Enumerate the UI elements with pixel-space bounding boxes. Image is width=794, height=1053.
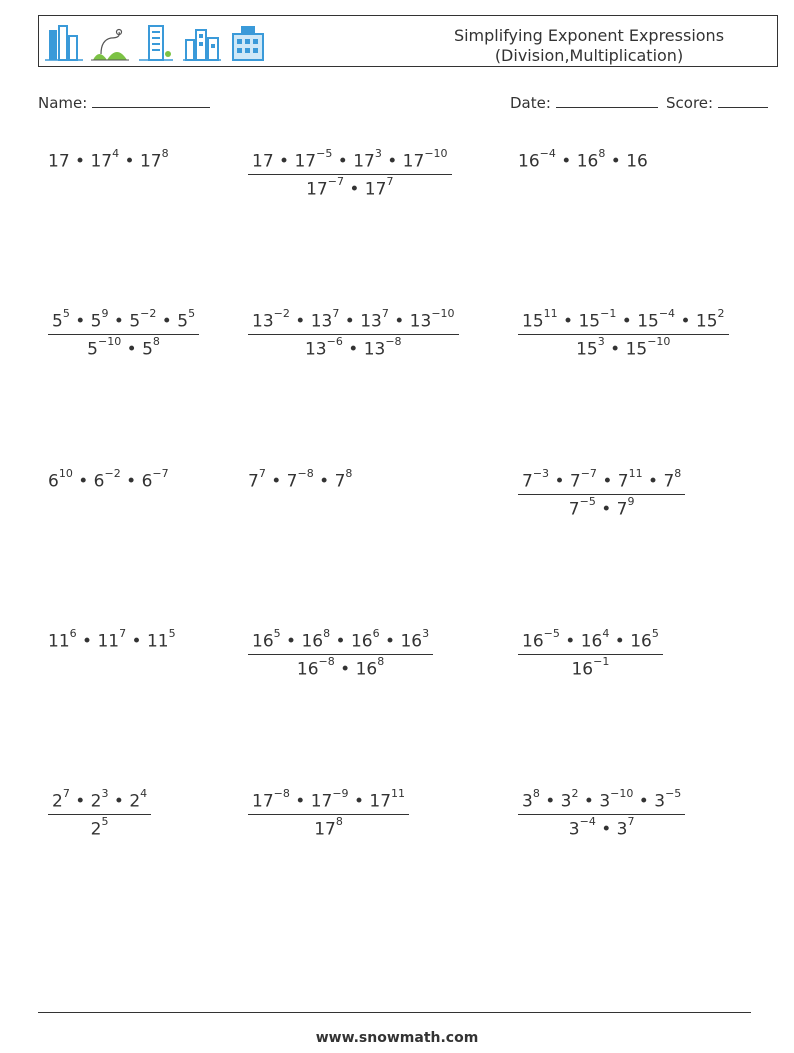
term-base: 5 — [87, 339, 98, 360]
multiply-dot: • — [379, 631, 401, 652]
date-blank[interactable] — [556, 93, 658, 108]
term-base: 3 — [599, 791, 611, 812]
multiply-dot: • — [596, 471, 618, 492]
term-base: 17 — [353, 151, 375, 172]
multiply-dot: • — [156, 311, 178, 332]
term-base: 13 — [360, 311, 382, 332]
denominator — [518, 655, 663, 680]
term-base: 7 — [617, 471, 629, 492]
multiply-dot: • — [604, 339, 626, 360]
term-exponent: −9 — [332, 787, 349, 800]
multiply-dot: • — [119, 151, 140, 172]
term-base: 6 — [141, 471, 153, 492]
term-base: 17 — [306, 179, 328, 200]
problem-14 — [248, 787, 409, 840]
term-base: 16 — [350, 631, 373, 652]
term-base: 13 — [252, 311, 274, 332]
term-exponent: 8 — [532, 787, 540, 800]
term-exponent: −4 — [539, 147, 556, 160]
term-exponent: −10 — [424, 147, 448, 160]
multiply-dot: • — [280, 631, 302, 652]
term-base: 11 — [48, 631, 70, 652]
term-exponent: −5 — [543, 627, 560, 640]
problem-7 — [48, 467, 169, 492]
term-exponent: 10 — [58, 467, 73, 480]
term-exponent: 11 — [543, 307, 558, 320]
problem-8 — [248, 467, 353, 492]
footer-url: www.snowmath.com — [315, 1030, 479, 1046]
term-base: 5 — [142, 339, 153, 360]
term-exponent: −5 — [665, 787, 682, 800]
problem-4 — [48, 307, 199, 360]
term-exponent: −8 — [297, 467, 314, 480]
denominator — [518, 495, 685, 520]
footer-divider — [38, 1012, 751, 1013]
term-base: 17 — [252, 151, 274, 172]
numerator — [248, 307, 459, 335]
date-label: Date: — [510, 94, 551, 112]
name-label: Name: — [38, 94, 88, 112]
numerator — [48, 307, 199, 335]
multiply-dot: • — [120, 471, 142, 492]
numerator — [48, 787, 151, 815]
multiply-dot: • — [69, 151, 91, 172]
term-base: 17 — [294, 151, 317, 172]
term-exponent: −2 — [140, 307, 157, 320]
term-base: 5 — [52, 311, 63, 332]
denominator — [48, 335, 199, 360]
term-exponent: −3 — [532, 467, 550, 480]
term-exponent: 3 — [101, 787, 109, 800]
problem-11 — [248, 627, 433, 680]
term-exponent: −2 — [273, 307, 290, 320]
fraction — [518, 627, 663, 680]
multiply-dot: • — [642, 471, 664, 492]
fraction — [48, 787, 151, 840]
term-base: 3 — [522, 791, 533, 812]
term-base: 3 — [560, 791, 572, 812]
term-base: 3 — [568, 819, 580, 840]
numerator — [248, 627, 433, 655]
term-exponent: −8 — [385, 334, 402, 348]
problem-13 — [48, 787, 151, 840]
multiply-dot: • — [559, 631, 581, 652]
term-base: 17 — [364, 179, 387, 200]
multiply-dot: • — [108, 791, 130, 812]
term-exponent: 3 — [374, 147, 382, 160]
numerator — [518, 307, 729, 335]
fraction — [518, 787, 685, 840]
multiply-dot: • — [342, 339, 364, 360]
term-base: 15 — [522, 311, 544, 332]
numerator — [518, 787, 685, 815]
term-base: 17 — [48, 151, 70, 172]
fraction — [248, 147, 452, 200]
term-base: 7 — [568, 499, 580, 520]
term-exponent: 4 — [112, 147, 120, 160]
term-exponent: 8 — [323, 627, 331, 640]
term-base: 15 — [625, 339, 648, 360]
problem-1 — [48, 147, 169, 172]
term-exponent: −8 — [273, 787, 290, 800]
skyscraper-icon — [45, 24, 83, 62]
multiply-dot: • — [69, 311, 91, 332]
term-base: 16 — [571, 659, 594, 680]
term-base: 17 — [402, 151, 425, 172]
park-tree-icon — [91, 24, 129, 62]
city-buildings-icon — [183, 24, 221, 62]
term-exponent: −6 — [326, 334, 343, 348]
term-exponent: 5 — [168, 627, 176, 640]
multiply-dot: • — [348, 791, 370, 812]
multiply-dot: • — [339, 311, 361, 332]
term-exponent: 7 — [62, 787, 70, 800]
term-exponent: 11 — [628, 467, 643, 480]
term-base: 17 — [369, 791, 392, 812]
term-exponent: 8 — [335, 814, 343, 828]
term-exponent: 6 — [372, 627, 380, 640]
fraction — [248, 627, 433, 680]
fraction — [48, 307, 199, 360]
multiply-dot: • — [69, 791, 91, 812]
score-field[interactable] — [666, 93, 768, 112]
term-base: 16 — [630, 631, 652, 652]
denominator — [248, 815, 409, 840]
fraction — [518, 467, 685, 520]
multiply-dot: • — [616, 311, 638, 332]
multiply-dot: • — [557, 311, 579, 332]
worksheet-header — [38, 15, 778, 67]
term-base: 2 — [90, 791, 102, 812]
multiply-dot: • — [289, 311, 311, 332]
problem-12 — [518, 627, 663, 680]
term-base: 7 — [569, 471, 581, 492]
multiply-dot: • — [388, 311, 410, 332]
term-base: 7 — [334, 471, 346, 492]
multiply-dot: • — [675, 311, 696, 332]
term-base: 16 — [580, 631, 603, 652]
term-exponent: 5 — [651, 627, 659, 640]
term-base: 7 — [663, 471, 675, 492]
term-base: 5 — [90, 311, 102, 332]
term-exponent: −7 — [580, 467, 597, 480]
term-base: 15 — [578, 311, 601, 332]
term-exponent: 8 — [598, 147, 606, 160]
term-exponent: 7 — [627, 814, 635, 828]
term-exponent: 11 — [391, 787, 406, 800]
problem-15 — [518, 787, 685, 840]
term-base: 5 — [177, 311, 189, 332]
term-base: 2 — [90, 819, 102, 840]
term-exponent: 7 — [332, 307, 340, 320]
term-exponent: 5 — [62, 307, 70, 320]
multiply-dot: • — [289, 791, 311, 812]
term-base: 16 — [626, 151, 648, 172]
title-line-1: Simplifying Exponent Expressions — [453, 26, 725, 45]
fraction — [248, 307, 459, 360]
term-exponent: −5 — [579, 494, 596, 508]
score-blank[interactable] — [718, 93, 768, 108]
term-exponent: 3 — [597, 334, 605, 348]
term-exponent: 8 — [345, 467, 353, 480]
multiply-dot: • — [108, 311, 130, 332]
term-exponent: 9 — [101, 307, 109, 320]
term-base: 15 — [637, 311, 659, 332]
multiply-dot: • — [126, 631, 147, 652]
term-base: 3 — [616, 819, 628, 840]
numerator — [518, 627, 663, 655]
multiply-dot: • — [381, 151, 403, 172]
fraction — [518, 307, 729, 360]
term-exponent: 3 — [422, 627, 430, 640]
multiply-dot: • — [334, 659, 356, 680]
term-base: 13 — [310, 311, 333, 332]
term-base: 13 — [409, 311, 432, 332]
term-exponent: 5 — [188, 307, 196, 320]
term-exponent: −4 — [579, 814, 596, 828]
multiply-dot: • — [605, 151, 627, 172]
problem-3 — [518, 147, 648, 172]
term-exponent: 5 — [101, 814, 109, 828]
multiply-dot: • — [76, 631, 98, 652]
numerator — [248, 787, 409, 815]
term-exponent: 4 — [140, 787, 148, 800]
term-exponent: 7 — [119, 627, 127, 640]
multiply-dot: • — [595, 819, 617, 840]
term-exponent: −8 — [318, 654, 335, 668]
multiply-dot: • — [555, 151, 577, 172]
multiply-dot: • — [72, 471, 94, 492]
date-field[interactable] — [510, 93, 658, 112]
term-base: 16 — [518, 151, 540, 172]
problem-10 — [48, 627, 176, 652]
office-building-icon — [229, 24, 267, 62]
term-base: 2 — [129, 791, 141, 812]
multiply-dot: • — [595, 499, 617, 520]
name-field[interactable] — [38, 93, 210, 112]
term-exponent: −10 — [647, 334, 671, 348]
term-base: 13 — [363, 339, 386, 360]
term-base: 7 — [286, 471, 298, 492]
term-exponent: 2 — [571, 787, 579, 800]
term-base: 16 — [252, 631, 274, 652]
denominator — [518, 815, 685, 840]
term-base: 17 — [310, 791, 333, 812]
term-exponent: 7 — [258, 467, 266, 480]
term-base: 16 — [301, 631, 324, 652]
term-exponent: 7 — [386, 174, 394, 188]
multiply-dot: • — [273, 151, 295, 172]
term-base: 7 — [522, 471, 533, 492]
term-base: 16 — [522, 631, 544, 652]
term-exponent: −1 — [600, 307, 617, 320]
term-base: 17 — [90, 151, 113, 172]
term-exponent: 2 — [717, 307, 725, 320]
denominator — [518, 335, 729, 360]
term-exponent: 8 — [377, 654, 385, 668]
term-base: 2 — [52, 791, 63, 812]
multiply-dot: • — [578, 791, 600, 812]
numerator — [518, 467, 685, 495]
term-base: 6 — [48, 471, 59, 492]
term-base: 7 — [248, 471, 259, 492]
term-exponent: 6 — [69, 627, 77, 640]
term-base: 16 — [355, 659, 378, 680]
term-exponent: 8 — [674, 467, 682, 480]
score-label: Score: — [666, 94, 714, 112]
term-exponent: −5 — [316, 147, 333, 160]
multiply-dot: • — [330, 631, 351, 652]
term-exponent: −1 — [593, 654, 610, 668]
term-exponent: 5 — [273, 627, 281, 640]
term-exponent: −4 — [658, 307, 676, 320]
term-exponent: −2 — [104, 467, 121, 480]
denominator — [48, 815, 151, 840]
name-blank[interactable] — [92, 93, 210, 108]
term-exponent: 8 — [152, 334, 160, 348]
multiply-dot: • — [121, 339, 143, 360]
term-exponent: 7 — [381, 307, 389, 320]
multiply-dot: • — [633, 791, 655, 812]
worksheet-title — [379, 26, 794, 66]
multiply-dot: • — [332, 151, 354, 172]
multiply-dot: • — [313, 471, 335, 492]
multiply-dot: • — [609, 631, 631, 652]
tall-building-icon — [137, 24, 175, 62]
term-exponent: 8 — [161, 147, 169, 160]
term-base: 16 — [400, 631, 423, 652]
denominator — [248, 175, 452, 200]
term-exponent: −7 — [327, 174, 344, 188]
multiply-dot: • — [549, 471, 570, 492]
problem-9 — [518, 467, 685, 520]
term-base: 3 — [654, 791, 666, 812]
term-base: 17 — [139, 151, 162, 172]
problem-5 — [248, 307, 459, 360]
term-exponent: 9 — [627, 494, 635, 508]
problem-2 — [248, 147, 452, 200]
fraction — [248, 787, 409, 840]
numerator — [248, 147, 452, 175]
term-exponent: −10 — [610, 787, 634, 800]
term-base: 17 — [252, 791, 274, 812]
term-base: 17 — [314, 819, 336, 840]
problem-6 — [518, 307, 729, 360]
term-base: 13 — [304, 339, 327, 360]
multiply-dot: • — [539, 791, 561, 812]
term-exponent: −7 — [152, 467, 169, 480]
term-base: 6 — [93, 471, 105, 492]
term-base: 16 — [576, 151, 599, 172]
multiply-dot: • — [265, 471, 287, 492]
term-exponent: −10 — [98, 334, 122, 348]
denominator — [248, 335, 459, 360]
denominator — [248, 655, 433, 680]
term-base: 16 — [296, 659, 319, 680]
term-base: 7 — [616, 499, 628, 520]
term-base: 11 — [146, 631, 169, 652]
term-exponent: 4 — [602, 627, 610, 640]
term-base: 15 — [695, 311, 718, 332]
term-base: 5 — [129, 311, 141, 332]
header-icons — [45, 22, 267, 62]
multiply-dot: • — [343, 179, 365, 200]
term-base: 11 — [97, 631, 120, 652]
term-exponent: −10 — [431, 307, 455, 320]
title-line-2: (Division,Multiplication) — [494, 46, 684, 65]
term-base: 15 — [576, 339, 598, 360]
